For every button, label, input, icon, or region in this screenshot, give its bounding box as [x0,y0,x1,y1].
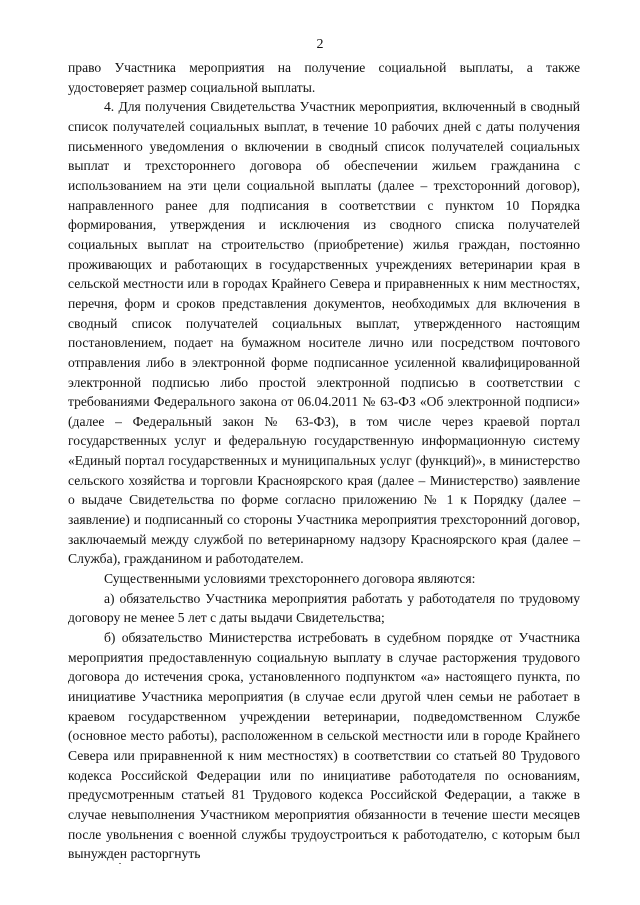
document-body [68,58,580,864]
paragraph-continuation: право Участника мероприятия на получение социальной выплаты, а также удостоверяет размер социальной выплаты. [68,60,580,95]
paragraph-essential-terms: Существенными условиями трехстороннего договора являются: [104,571,476,587]
paragraph-clause-4: 4. Для получения Свидетельства Участник мероприятия, включенный в сводный список получателей социальных выплат, в течение 10 рабочих дней с даты получения письменного уведомления о включении в сводный список получателей социальных выплат и трехстороннего договора об обеспечении жильем гражданина с использованием на эти цели социальной выплаты (далее – трехсторонний договор), направленного ранее для подписания в соответствии с пунктом 10 Порядка формирования, утверждения и исключения из сводного списка получателей социальных выплат на строительство (приобретение) жилья граждан, постоянно проживающих и работающих в государственных учреждениях ветеринарии края в сельской местности или в городах Крайнего Севера и приравненных к ним местностях, перечня, форм и сроков представления документов, необходимых для включения в сводный список получателей социальных выплат, утвержденного настоящим постановлением, подает на бумажном носителе лично или посредством почтового отправления либо в электронной форме подписанное усиленной квалифицированной электронной подписью либо простой электронной подписью в соответствии с требованиями Федерального закона от 06.04.2011 № 63-ФЗ «Об электронной подписи» (далее – Федеральный закон № 63-ФЗ), в том числе через краевой портал государственных услуг и федеральную государственную информационную систему «Единый портал государственных и муниципальных услуг (функций)», в министерство сельского хозяйства и торговли Красноярского края (далее – Министерство) заявление о выдаче Свидетельства по форме согласно приложению № 1 к Порядку (далее – заявление) и подписанный со стороны Участника мероприятия трехсторонний договор, заключаемый между службой по ветеринарному надзору Красноярского края (далее – Служба), гражданином и работодателем. [68,99,580,567]
page-number: 2 [316,37,324,52]
paragraph-subclause-b: б) обязательство Министерства истребовать в судебном порядке от Участника мероприятия предоставленную социальную выплату в случае расторжения трудового договора до истечения срока, установленного подпунктом «а» настоящего пункта, по инициативе Участника мероприятия (в случае если другой член семьи не работает в краевом государственном учреждении ветеринарии, подведомственном Службе (основное место работы), расположенном в сельской местности или в городе Крайнего Севера или приравненной к ним местностях) в соответствии со статьей 80 Трудового кодекса Российской Федерации или по инициативе работодателя по основаниям, предусмотренным статьей 81 Трудового кодекса Российской Федерации, а также в случае невыполнения Участником мероприятия обязанности в течение шести месяцев после увольнения с военной службы трудоустроиться к работодателю, с которым был вынужден расторгнуть [68,630,580,862]
paragraph-subclause-a: а) обязательство Участника мероприятия работать у работодателя по трудовому договору не менее 5 лет с даты выдачи Свидетельства; [68,590,580,626]
scan-speck [119,863,121,864]
